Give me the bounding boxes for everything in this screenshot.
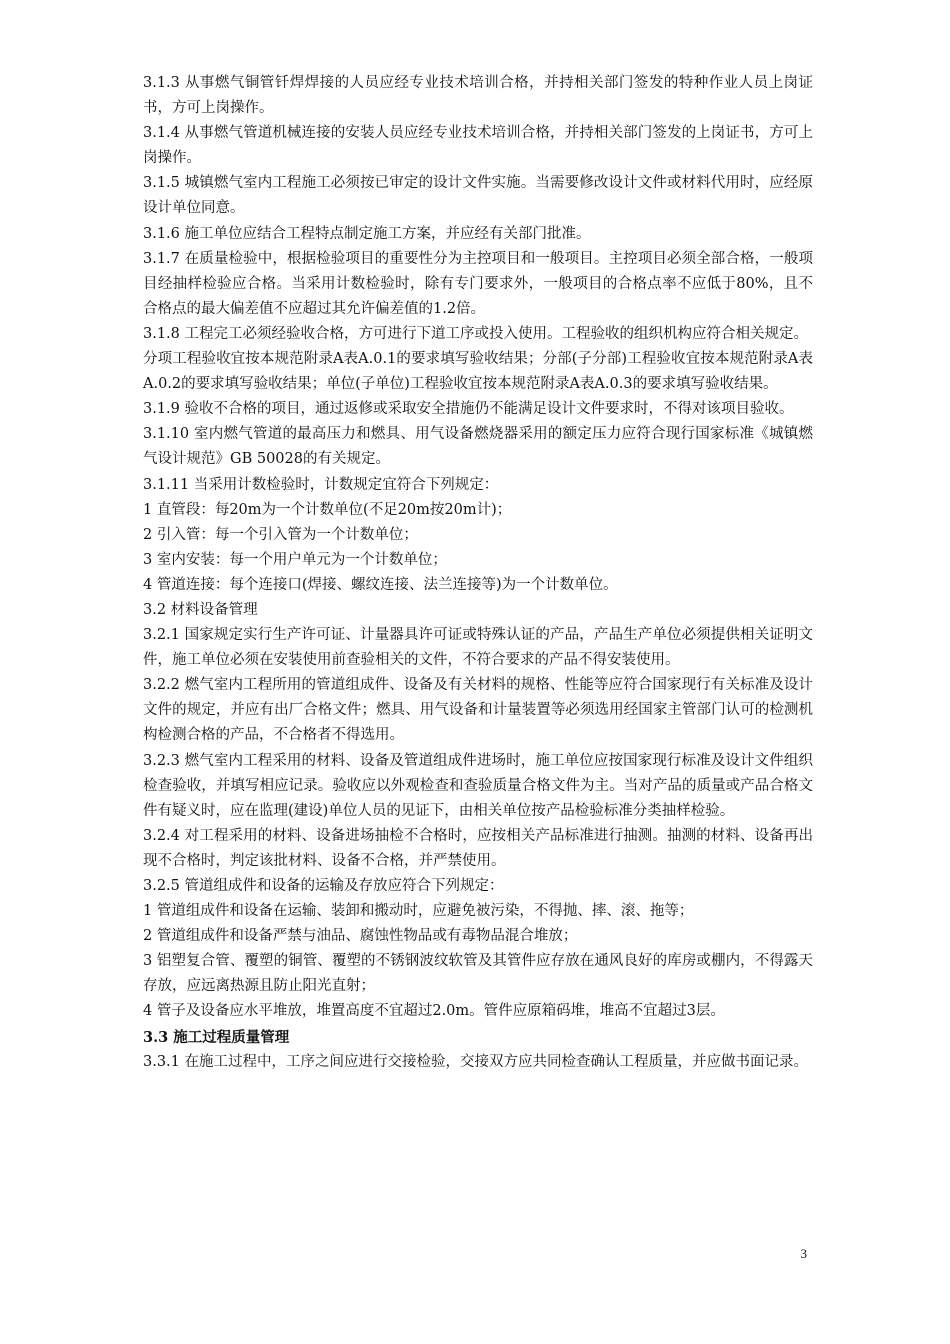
clause-3-1-11-item-2: 2 引入管：每一个引入管为一个计数单位； — [143, 526, 418, 543]
clause-3-2-5-item-2: 2 管道组成件和设备严禁与油品、腐蚀性物品或有毒物品混合堆放； — [143, 928, 578, 945]
clause-3-2-5-item-1: 1 管道组成件和设备在运输、装卸和搬动时，应避免被污染，不得抛、摔、滚、拖等； — [143, 903, 694, 920]
section-3-2-heading: 3.2 材料设备管理 — [143, 601, 258, 618]
clause-3-3-1: 3.3.1 在施工过程中，工序之间应进行交接检验，交接双方应共同检查确认工程质量，并应做书面记录。 — [143, 1053, 808, 1070]
clause-3-2-1: 3.2.1 国家规定实行生产许可证、计量器具许可证或特殊认证的产品，产品生产单位必须提供相关证明文件，施工单位必须在安装使用前查验相关的文件，不符合要求的产品不得安装使用。 — [143, 627, 813, 669]
clause-3-1-4: 3.1.4 从事燃气管道机械连接的安装人员应经专业技术培训合格，并持相关部门签发的上岗证书，方可上岗操作。 — [143, 125, 813, 167]
clause-3-1-7: 3.1.7 在质量检验中，根据检验项目的重要性分为主控项目和一般项目。主控项目必须全部合格，一般项目经抽样检验应合格。当采用计数检验时，除有专门要求外，一般项目的合格点率不应低于80%，且不合格点的最大偏差值不应超过其允许偏差值的1.2倍。 — [143, 250, 813, 317]
clause-3-2-5-item-3: 3 铝塑复合管、覆塑的铜管、覆塑的不锈钢波纹软管及其管件应存放在通风良好的库房或棚内，不得露天存放，应远离热源且防止阳光直射； — [143, 953, 813, 995]
clause-3-2-5: 3.2.5 管道组成件和设备的运输及存放应符合下列规定： — [143, 878, 504, 894]
clause-3-1-6: 3.1.6 施工单位应结合工程特点制定施工方案，并应经有关部门批准。 — [143, 225, 591, 242]
clause-3-1-10: 3.1.10 室内燃气管道的最高压力和燃具、用气设备燃烧器采用的额定压力应符合现行国家标准《城镇燃气设计规范》GB 50028的有关规定。 — [143, 426, 813, 468]
page-number: 3 — [800, 1246, 807, 1261]
clause-3-1-11-item-1: 1 直管段：每20m为一个计数单位(不足20m按20m计)； — [143, 501, 512, 518]
clause-3-1-5: 3.1.5 城镇燃气室内工程施工必须按已审定的设计文件实施。当需要修改设计文件或材料代用时，应经原设计单位同意。 — [143, 175, 813, 217]
clause-3-1-11-item-3: 3 室内安装：每一个用户单元为一个计数单位； — [143, 551, 447, 568]
clause-3-1-9: 3.1.9 验收不合格的项目，通过返修或采取安全措施仍不能满足设计文件要求时，不得对该项目验收。 — [143, 401, 794, 418]
clause-3-1-8-acceptance-note: 分项工程验收宜按本规范附录A表A.0.1的要求填写验收结果；分部(子分部)工程验收宜按本规范附录A表A.0.2的要求填写验收结果；单位(子单位)工程验收宜按本规范附录A表A.0.3的要求填写验收结果。 — [143, 351, 813, 393]
clause-3-1-11: 3.1.11 当采用计数检验时，计数规定宜符合下列规定： — [143, 476, 499, 493]
clause-3-1-11-item-4: 4 管道连接：每个连接口(焊接、螺纹连接、法兰连接等)为一个计数单位。 — [143, 576, 618, 593]
section-3-3-heading: 3.3 施工过程质量管理 — [143, 1028, 290, 1046]
clause-3-1-3: 3.1.3 从事燃气铜管钎焊焊接的人员应经专业技术培训合格，并持相关部门签发的特种作业人员上岗证书，方可上岗操作。 — [143, 75, 813, 117]
clause-3-2-3: 3.2.3 燃气室内工程采用的材料、设备及管道组成件进场时，施工单位应按国家现行标准及设计文件组织检查验收，并填写相应记录。验收应以外观检查和查验质量合格文件为主。当对产品的质量或产品合格文件有疑义时，应在监理(建设)单位人员的见证下，由相关单位按产品检验标准分类抽样检验。 — [143, 752, 813, 819]
document-body — [143, 71, 813, 1075]
clause-3-2-5-item-4: 4 管子及设备应水平堆放，堆置高度不宜超过2.0m。管件应原箱码堆，堆高不宜超过3层。 — [143, 1003, 725, 1020]
clause-3-2-4: 3.2.4 对工程采用的材料、设备进场抽检不合格时，应按相关产品标准进行抽测。抽测的材料、设备再出现不合格时，判定该批材料、设备不合格，并严禁使用。 — [143, 827, 813, 869]
clause-3-1-8: 3.1.8 工程完工必须经验收合格，方可进行下道工序或投入使用。工程验收的组织机构应符合相关规定。 — [143, 325, 808, 342]
clause-3-2-2: 3.2.2 燃气室内工程所用的管道组成件、设备及有关材料的规格、性能等应符合国家现行有关标准及设计文件的规定，并应有出厂合格文件；燃具、用气设备和计量装置等必须选用经国家主管部门认可的检测机构检测合格的产品，不合格者不得选用。 — [143, 677, 813, 744]
